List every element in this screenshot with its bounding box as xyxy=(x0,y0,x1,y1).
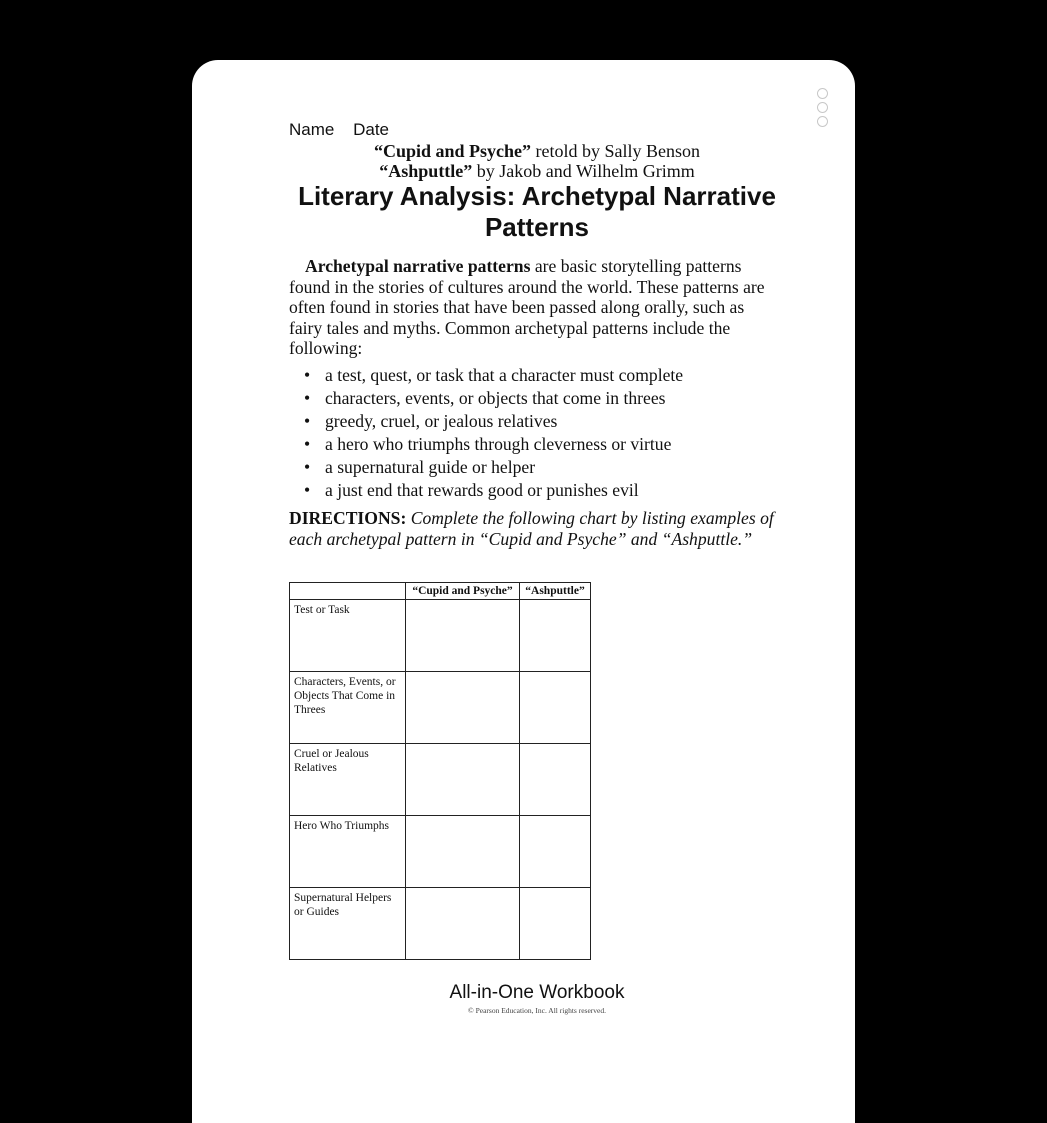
answer-cell-cupid[interactable] xyxy=(406,744,520,816)
answer-cell-cupid[interactable] xyxy=(406,672,520,744)
answer-cell-ashputtle[interactable] xyxy=(520,600,591,672)
table-row xyxy=(290,888,591,960)
pattern-list xyxy=(289,364,781,502)
column-header-ashputtle: “Ashputtle” xyxy=(520,583,591,600)
intro-term: Archetypal narrative patterns xyxy=(305,256,531,276)
row-label: Characters, Events, or Objects That Come in Threes xyxy=(290,672,406,744)
directions xyxy=(289,508,781,549)
answer-cell-cupid[interactable] xyxy=(406,888,520,960)
answer-cell-ashputtle[interactable] xyxy=(520,672,591,744)
list-item: • greedy, cruel, or jealous relatives xyxy=(289,410,781,433)
list-item: • a hero who triumphs through cleverness or virtue xyxy=(289,433,781,456)
story-title: “Ashputtle” xyxy=(379,161,473,181)
answer-cell-ashputtle[interactable] xyxy=(520,816,591,888)
date-label: Date xyxy=(353,120,390,139)
story-byline: retold by Sally Benson xyxy=(531,141,701,161)
directions-text: Complete the following chart by listing examples of each archetypal pattern in “Cupid and Psyche” and “Ashputtle.” xyxy=(289,508,774,549)
page-title: Literary Analysis: Archetypal Narrative Patterns xyxy=(298,181,776,242)
dot xyxy=(817,88,828,99)
list-item: • a supernatural guide or helper xyxy=(289,456,781,479)
answer-cell-ashputtle[interactable] xyxy=(520,744,591,816)
row-label: Cruel or Jealous Relatives xyxy=(290,744,406,816)
row-label: Supernatural Helpers or Guides xyxy=(290,888,406,960)
story-titles xyxy=(289,141,785,181)
workbook-footer: All-in-One Workbook xyxy=(449,982,625,1003)
intro-text: are basic storytelling patterns found in the stories of cultures around the world. These patterns are often found in stories that have been passed along orally, such as fairy tales and myths. Common archetypal patterns include the following: xyxy=(289,256,765,359)
copyright-notice: © Pearson Education, Inc. All rights reserved. xyxy=(468,1006,606,1015)
document-page xyxy=(192,60,855,1123)
dot xyxy=(817,116,828,127)
answer-cell-cupid[interactable] xyxy=(406,600,520,672)
name-date-line xyxy=(289,120,389,140)
dot xyxy=(817,102,828,113)
story-line xyxy=(289,161,785,181)
table-row xyxy=(290,600,591,672)
row-label: Hero Who Triumphs xyxy=(290,816,406,888)
list-item: • a test, quest, or task that a character must complete xyxy=(289,364,781,387)
intro-paragraph xyxy=(289,256,781,359)
pattern-chart xyxy=(289,582,591,960)
story-title: “Cupid and Psyche” xyxy=(373,141,532,161)
list-item: • characters, events, or objects that come in threes xyxy=(289,387,781,410)
story-line xyxy=(289,141,785,161)
list-item: • a just end that rewards good or punishes evil xyxy=(289,479,781,502)
answer-cell-ashputtle[interactable] xyxy=(520,888,591,960)
story-byline: by Jakob and Wilhelm Grimm xyxy=(472,161,695,181)
directions-label: DIRECTIONS: xyxy=(289,508,407,528)
name-label: Name xyxy=(289,120,335,139)
corner-header xyxy=(290,583,406,600)
answer-cell-cupid[interactable] xyxy=(406,816,520,888)
table-row xyxy=(290,816,591,888)
table-row xyxy=(290,744,591,816)
more-options-icon[interactable] xyxy=(816,88,830,128)
column-header-cupid: “Cupid and Psyche” xyxy=(406,583,520,600)
row-label: Test or Task xyxy=(290,600,406,672)
chart-header-row xyxy=(290,583,591,600)
table-row xyxy=(290,672,591,744)
